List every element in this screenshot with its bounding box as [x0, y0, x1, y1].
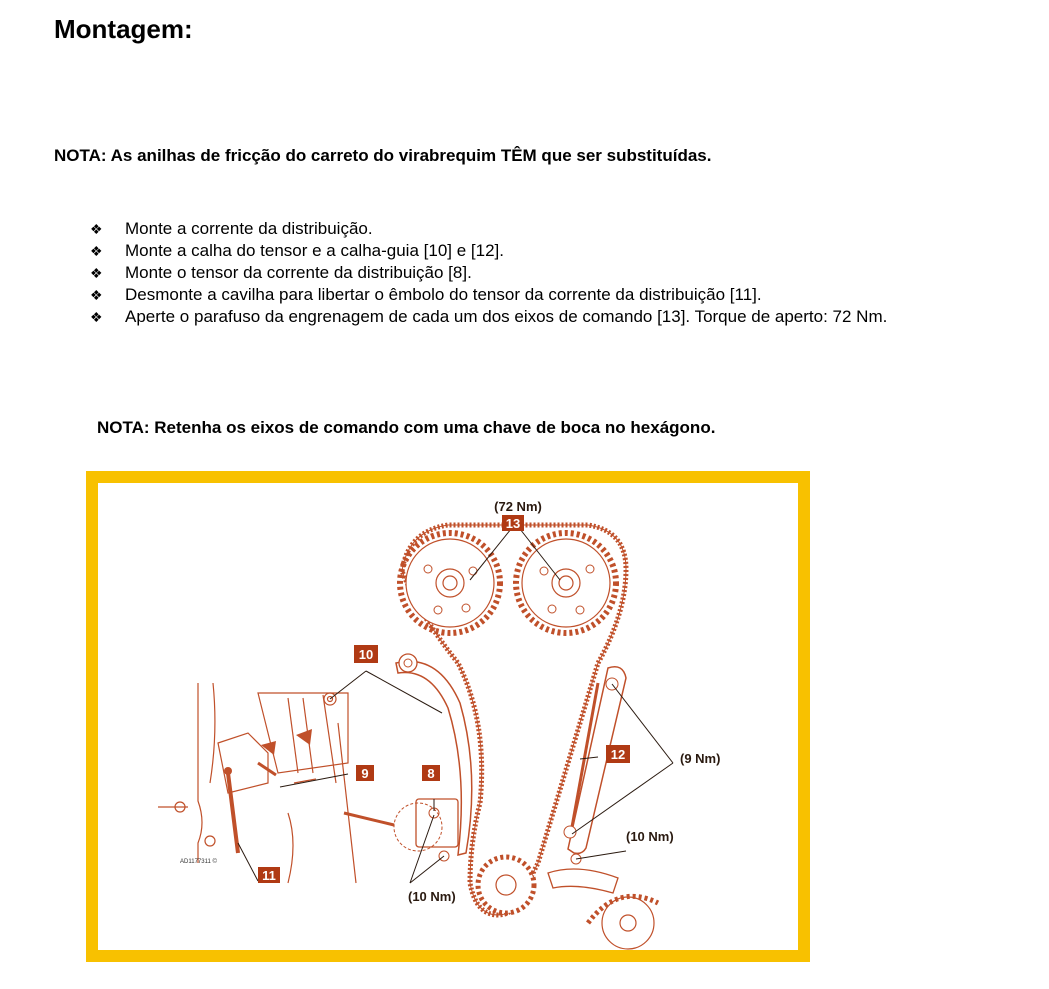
step-text: Aperte o parafuso da engrenagem de cada um dos eixos de comando [13]. Torque de aperto: 72 Nm.: [125, 307, 888, 326]
callout-8-label: 8: [427, 766, 435, 781]
step-text: Monte a calha do tensor e a calha-guia [10] e [12].: [125, 241, 504, 260]
assembly-steps-list: [90, 218, 887, 328]
list-item: [90, 218, 887, 240]
auxiliary-sprocket: [588, 896, 658, 949]
callout-9-label: 9: [361, 766, 369, 781]
list-item: [90, 284, 887, 306]
step-text: Monte a corrente da distribuição.: [125, 219, 373, 238]
diamond-bullet-icon: ❖: [90, 243, 103, 259]
torque-label-9nm: (9 Nm): [680, 751, 721, 766]
callout-8: [422, 765, 440, 781]
callout-13-label: 13: [505, 516, 521, 531]
arrow-icon: [296, 729, 312, 745]
list-item: [90, 262, 887, 284]
callout-11: [258, 867, 280, 883]
callout-10-label: 10: [358, 647, 374, 662]
figure-reference-code: AD1177311 ©: [180, 859, 217, 865]
list-item: [90, 240, 887, 262]
diamond-bullet-icon: ❖: [90, 287, 103, 303]
torque-label-10nm-lower: (10 Nm): [408, 889, 456, 904]
page-title: Montagem:: [54, 14, 193, 44]
torque-label-10nm-upper: (10 Nm): [626, 829, 674, 844]
callout-12-label: 12: [610, 747, 626, 762]
diamond-bullet-icon: ❖: [90, 265, 103, 281]
lower-guide: [548, 854, 618, 893]
crankshaft-sprocket: [478, 857, 534, 913]
diamond-bullet-icon: ❖: [90, 221, 103, 237]
timing-chain-diagram: [86, 471, 810, 962]
step-text: Desmonte a cavilha para libertar o êmbolo do tensor da corrente da distribuição [11].: [125, 285, 762, 304]
step-text: Monte o tensor da corrente da distribuição [8].: [125, 263, 472, 282]
chain-tensioner: [344, 799, 458, 861]
callout-9: [356, 765, 374, 781]
diagram-svg: [98, 483, 798, 950]
callout-11-label: 11: [262, 868, 276, 883]
camshaft-sprocket-right: [516, 533, 616, 633]
torque-label-72nm: (72 Nm): [494, 499, 542, 514]
list-item: [90, 306, 887, 328]
camshaft-sprocket-left: [400, 533, 500, 633]
callout-12: [606, 745, 630, 763]
callout-13: [502, 515, 524, 531]
note-friction-washers: NOTA: As anilhas de fricção do carreto do virabrequim TÊM que ser substituídas.: [54, 146, 712, 165]
callout-10: [354, 645, 378, 663]
diamond-bullet-icon: ❖: [90, 309, 103, 325]
engine-block-detail: [158, 683, 356, 883]
note-hold-camshafts: NOTA: Retenha os eixos de comando com uma chave de boca no hexágono.: [97, 418, 716, 437]
